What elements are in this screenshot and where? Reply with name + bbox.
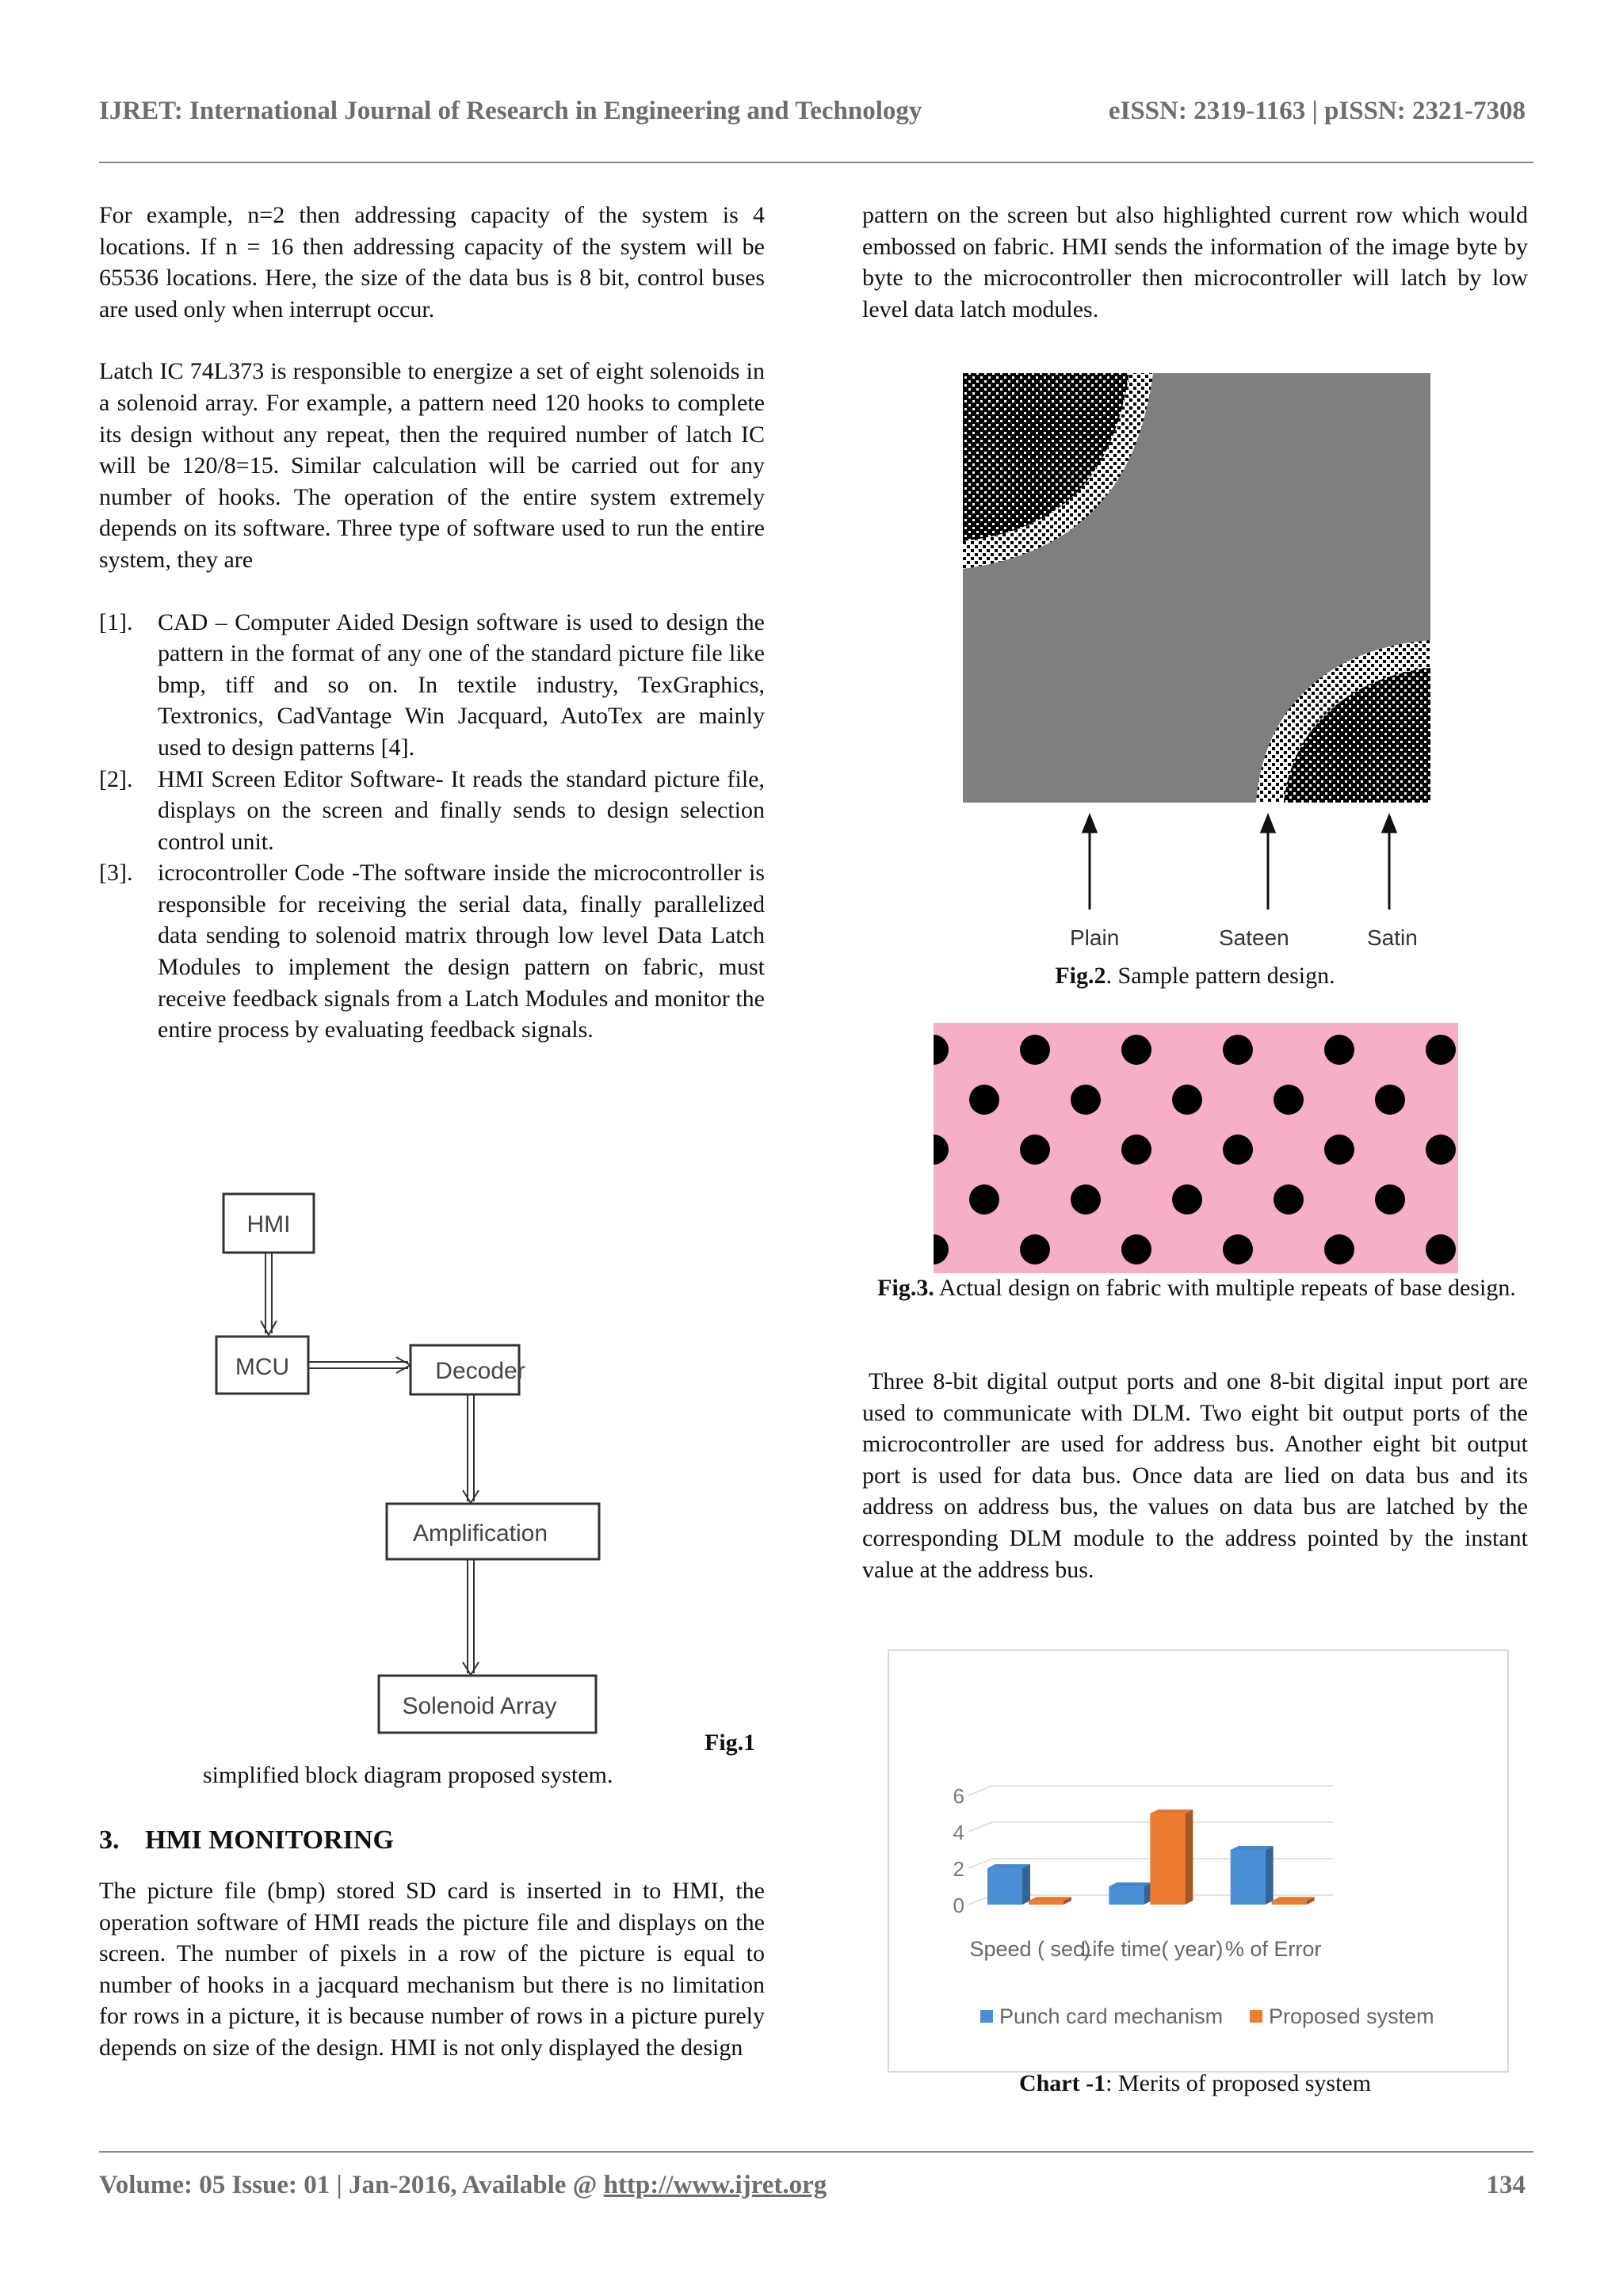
weave-label-satin: Satin bbox=[1367, 925, 1418, 950]
chart-label: Chart -1 bbox=[1018, 2070, 1106, 2096]
block-amplification: Amplification bbox=[412, 1520, 548, 1547]
list-number: [3]. bbox=[99, 860, 133, 887]
fig2-weave-labels bbox=[959, 925, 1434, 957]
bar-side bbox=[1185, 1810, 1193, 1905]
list-item bbox=[99, 607, 765, 764]
header-rule bbox=[99, 162, 1533, 163]
list-text: HMI Screen Editor Software- It reads the standard picture file, displays on the screen and finally sends to design selection control unit. bbox=[158, 765, 765, 855]
section-number: 3. bbox=[99, 1825, 120, 1855]
bar bbox=[1109, 1886, 1144, 1905]
block-decoder: Decoder bbox=[435, 1358, 525, 1384]
bar bbox=[987, 1868, 1022, 1905]
chart-container bbox=[888, 1650, 1509, 2073]
list-item bbox=[99, 764, 765, 858]
legend-swatch bbox=[980, 2010, 993, 2023]
chart-caption bbox=[862, 2068, 1528, 2099]
section-heading bbox=[99, 1825, 394, 1855]
fig3-label: Fig.3. bbox=[877, 1275, 934, 1301]
gridline bbox=[968, 1786, 992, 1795]
block-hmi: HMI bbox=[246, 1211, 291, 1238]
bar bbox=[1150, 1814, 1185, 1905]
legend-label: Punch card mechanism bbox=[999, 2004, 1224, 2028]
bar bbox=[1231, 1850, 1266, 1905]
list-text: CAD – Computer Aided Design software is used to design the pattern in the format of any one of the standard picture file like bmp, tiff and so on. In textile industry, TexGraphics, Textronics, CadVantage Win Jacquard, AutoTex are mainly used to design patterns [4]. bbox=[158, 608, 765, 761]
left-paragraph-2: Latch IC 74L373 is responsible to energize a set of eight solenoids in a solenoid array. For example, a pattern need 120 hooks to complete its design without any repeat, then the required number of latch IC will be 120/8=15. Similar calculation will be carried out for any number of hooks. The operation of the entire system extremely depends on its software. Three type of software used to run the entire system, they are bbox=[99, 358, 765, 573]
y-tick-label: 4 bbox=[953, 1821, 964, 1844]
section-title: HMI MONITORING bbox=[145, 1825, 394, 1855]
bar bbox=[1029, 1901, 1064, 1905]
right-column-top bbox=[862, 200, 1528, 325]
fig2-pattern-design bbox=[959, 371, 1434, 957]
fig3-fabric-image bbox=[934, 1023, 1458, 1273]
weave-label-plain: Plain bbox=[1070, 925, 1120, 950]
fig2-label: Fig.2 bbox=[1055, 963, 1106, 989]
fig2-caption bbox=[862, 960, 1528, 991]
list-number: [1]. bbox=[99, 608, 133, 635]
fig1-caption: simplified block diagram proposed system. bbox=[203, 1762, 613, 1788]
gridline bbox=[968, 1822, 992, 1832]
y-tick-label: 6 bbox=[953, 1784, 964, 1808]
page-number: 134 bbox=[1486, 2171, 1526, 2199]
fig1-block-diagram bbox=[206, 1184, 808, 1755]
weave-label-sateen: Sateen bbox=[1219, 925, 1289, 950]
bar-chart bbox=[889, 1651, 1507, 2071]
right-paragraph-2: Three 8-bit digital output ports and one 8-bit digital input port are used to communicate with DLM. Two eight bit output ports of the microcontroller are used for address bus. Another eight bit output port is used for data bus. Once data are lied on data bus and its address on address bus, the values on data bus are latched by the corresponding DLM module to the address pointed by the instant value at the address bus. bbox=[862, 1368, 1528, 1583]
journal-link[interactable]: http://www.ijret.org bbox=[603, 2171, 827, 2199]
bar-side bbox=[1266, 1846, 1274, 1905]
block-mcu: MCU bbox=[235, 1354, 290, 1380]
footer-rule bbox=[99, 2151, 1533, 2153]
gridline bbox=[968, 1859, 992, 1868]
y-tick-label: 0 bbox=[953, 1894, 964, 1917]
list-text: icrocontroller Code -The software inside the microcontroller is responsible for receiving the serial data, finally parallelized data sending to solenoid matrix through low level Data Latch Modules to implement the design pattern on fabric, must receive feedback signals from a Latch Modules and monitor the entire process by evaluating feedback signals. bbox=[158, 860, 765, 1043]
fig3-caption-text: Actual design on fabric with multiple repeats of base design. bbox=[934, 1275, 1516, 1301]
journal-title: IJRET: International Journal of Research in Engineering and Technology bbox=[99, 97, 922, 125]
bar-side bbox=[1022, 1864, 1030, 1905]
block-solenoid-array: Solenoid Array bbox=[402, 1693, 557, 1719]
fig1-label: Fig.1 bbox=[705, 1730, 756, 1756]
bar bbox=[1272, 1901, 1307, 1905]
footer-volume-text: Volume: 05 Issue: 01 | Jan-2016, Available @ bbox=[99, 2171, 604, 2199]
left-column bbox=[99, 200, 765, 1046]
fig2-caption-text: . Sample pattern design. bbox=[1106, 963, 1335, 989]
list-item bbox=[99, 857, 765, 1046]
chart-caption-text: : Merits of proposed system bbox=[1106, 2070, 1372, 2096]
x-category-label: Speed ( sec) bbox=[969, 1937, 1091, 1961]
legend-label: Proposed system bbox=[1269, 2004, 1434, 2028]
list-number: [2]. bbox=[99, 765, 133, 792]
legend-swatch bbox=[1250, 2010, 1262, 2023]
right-paragraph-1: pattern on the screen but also highlighted current row which would embossed on fabric. HMI sends the information of the image byte by byte to the microcontroller then microcontroller will latch by low level data latch modules. bbox=[862, 202, 1528, 322]
section-body bbox=[99, 1875, 765, 2064]
right-column-middle bbox=[862, 1366, 1528, 1585]
footer-volume bbox=[99, 2171, 827, 2200]
left-paragraph-3: The picture file (bmp) stored SD card is inserted in to HMI, the operation software of HMI reads the picture file and displays on the screen. The number of pixels in a row of the picture is equal to number of hooks in a jacquard mechanism but there is no limitation for rows in a picture, it is because number of rows in a picture purely depends on size of the design. HMI is not only displayed the design bbox=[99, 1878, 765, 2061]
y-tick-label: 2 bbox=[953, 1857, 964, 1881]
issn-info: eISSN: 2319-1163 | pISSN: 2321-7308 bbox=[1108, 97, 1526, 125]
x-category-label: Life time( year) bbox=[1080, 1937, 1224, 1961]
x-category-label: % of Error bbox=[1224, 1937, 1322, 1961]
fig3-caption bbox=[872, 1272, 1522, 1303]
left-paragraph-1: For example, n=2 then addressing capacity of the system is 4 locations. If n = 16 then addressing capacity of the system will be 65536 locations. Here, the size of the data bus is 8 bit, control buses are used only when interrupt occur. bbox=[99, 202, 765, 322]
page-header bbox=[99, 97, 1526, 136]
software-list bbox=[99, 607, 765, 1046]
page-footer bbox=[99, 2171, 1526, 2200]
